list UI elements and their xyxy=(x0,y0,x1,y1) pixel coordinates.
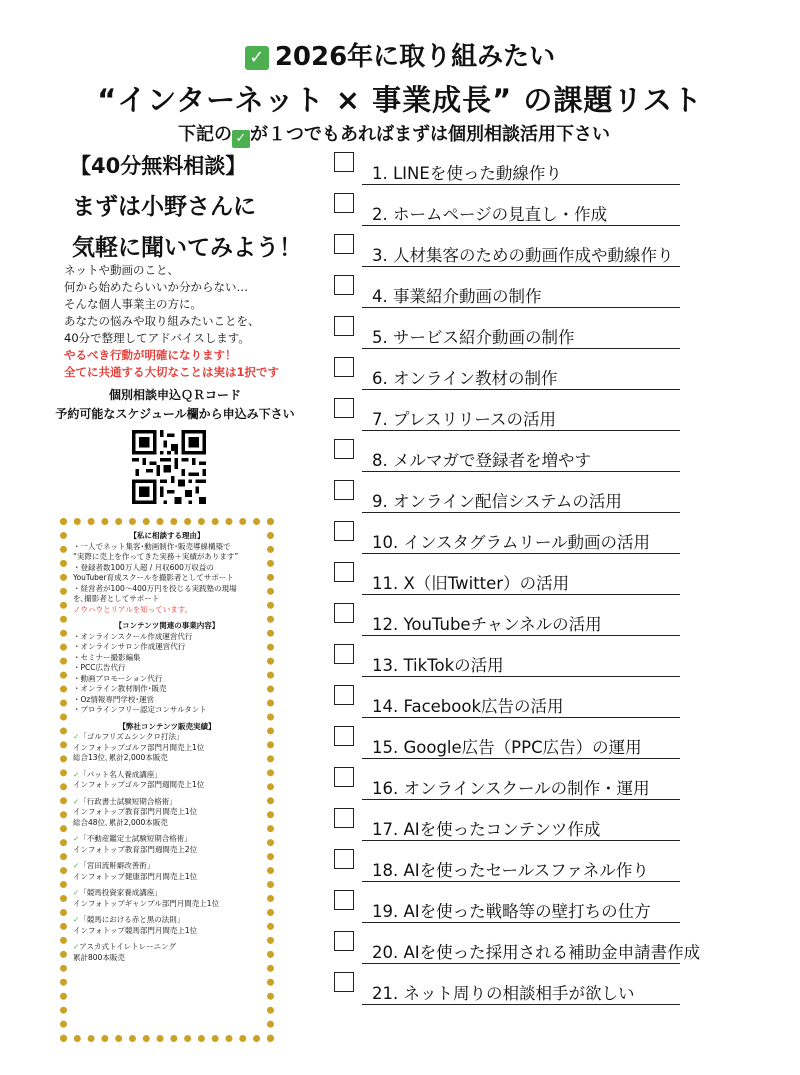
underline-divider xyxy=(362,307,680,308)
checkbox[interactable] xyxy=(334,685,354,705)
checklist-label: 18. AIを使ったセールスファネル作り xyxy=(372,861,649,880)
checklist-item[interactable] xyxy=(332,232,732,273)
intro-line: ネットや動画のこと、 xyxy=(64,263,179,277)
underline-divider xyxy=(362,184,680,185)
sales-title-text: 「競馬投資家養成講座」 xyxy=(79,888,162,897)
sales-title-text: 「不動産鑑定士試験短期合格術」 xyxy=(79,834,192,843)
sales-title xyxy=(73,888,261,899)
checklist-item[interactable] xyxy=(332,355,732,396)
sales-detail: 総合13位､累計2,000本販売 xyxy=(73,753,168,762)
intro-red-line: 全てに共通する大切なことは実は1択です xyxy=(64,365,279,379)
subtitle-pre: 下記の xyxy=(178,124,232,145)
sales-detail: インフォトップゴルフ部門月間売上1位 xyxy=(73,742,205,752)
checklist-label: 15. Google広告（PPC広告）の運用 xyxy=(372,738,642,757)
underline-divider xyxy=(362,717,680,718)
checkbox[interactable] xyxy=(334,439,354,459)
checklist-item[interactable] xyxy=(332,970,732,1011)
checklist-item[interactable] xyxy=(332,273,732,314)
checkbox[interactable] xyxy=(334,480,354,500)
checkbox[interactable] xyxy=(334,193,354,213)
checklist-label: 13. TikTokの活用 xyxy=(372,656,504,675)
promo-line1: 【40分無料相談】 xyxy=(70,154,247,178)
sales-detail: インフォトップ健康部門月間売上1位 xyxy=(73,871,198,881)
page-title-line1 xyxy=(0,36,800,73)
sales-detail: インフォトップ競馬部門月間売上1位 xyxy=(73,925,198,935)
sales-detail: インフォトップ教育部門月間売上1位 xyxy=(73,807,198,816)
checkbox[interactable] xyxy=(334,972,354,992)
business-heading: 【コンテンツ関連の事業内容】 xyxy=(114,621,220,630)
business-line: ・オンライン教材制作･販売 xyxy=(73,684,167,693)
checklist-label: 20. AIを使った採用される補助金申請書作成 xyxy=(372,943,701,962)
checklist-label: 6. オンライン教材の制作 xyxy=(372,369,558,388)
underline-divider xyxy=(362,1004,680,1005)
checkbox[interactable] xyxy=(334,316,354,336)
reason-line: “実際に売上を作ってきた実務＋実績があります” xyxy=(73,552,239,561)
sales-entry xyxy=(73,797,261,829)
checklist-item[interactable] xyxy=(332,765,732,806)
checklist-label: 4. 事業紹介動画の制作 xyxy=(372,287,542,306)
checkbox[interactable] xyxy=(334,398,354,418)
sales-heading: 【弊社コンテンツ販売実績】 xyxy=(118,721,216,731)
checklist-label: 11. X（旧Twitter）の活用 xyxy=(372,574,570,593)
sales-detail: インフォトップギャンブル部門月間売上1位 xyxy=(73,898,220,908)
checklist-item[interactable] xyxy=(332,396,732,437)
business-line: ・プロラインフリー認定コンサルタント xyxy=(73,705,207,714)
promo-heading xyxy=(60,150,320,262)
sales-entry xyxy=(73,888,261,909)
business-line: ・PCC広告代行 xyxy=(73,663,126,672)
green-check-icon: ✓ xyxy=(73,796,80,806)
promo-line2: まずは小野さんに xyxy=(72,194,256,220)
qr-caption xyxy=(40,386,310,424)
green-check-icon: ✓ xyxy=(245,46,269,70)
checkbox[interactable] xyxy=(334,726,354,746)
qr-code-icon[interactable] xyxy=(132,430,206,504)
underline-divider xyxy=(362,389,680,390)
checkbox[interactable] xyxy=(334,234,354,254)
title-text-1: 2026年に取り組みたい xyxy=(274,42,556,72)
underline-divider xyxy=(362,676,680,677)
checklist-item[interactable] xyxy=(332,724,732,765)
checklist-label: 3. 人材集客のための動画作成や動線作り xyxy=(372,246,674,265)
sales-entry xyxy=(73,770,261,791)
checklist-item[interactable] xyxy=(332,642,732,683)
sales-title xyxy=(73,797,261,808)
checklist-label: 17. AIを使ったコンテンツ作成 xyxy=(372,820,601,839)
reason-line: ・登録者数100万人超 / 月収600万収益の xyxy=(73,562,214,572)
business-line: ・オンラインサロン作成運営代行 xyxy=(73,642,186,651)
checklist-item[interactable] xyxy=(332,478,732,519)
underline-divider xyxy=(362,430,680,431)
checklist-label: 8. メルマガで登録者を増やす xyxy=(372,451,591,470)
checklist-item[interactable] xyxy=(332,150,732,191)
underline-divider xyxy=(362,758,680,759)
sales-title-text: 「競馬における赤と黒の法則」 xyxy=(79,915,185,924)
checklist-label: 7. プレスリリースの活用 xyxy=(372,410,557,429)
underline-divider xyxy=(362,512,680,513)
checklist xyxy=(332,150,732,1011)
profile-panel xyxy=(60,518,274,1042)
underline-divider xyxy=(362,635,680,636)
checklist-label: 14. Facebook広告の活用 xyxy=(372,697,564,716)
reason-line: ・経営者が100〜400万円を投じる実践塾の現場 xyxy=(73,583,237,593)
reason-red-line: ノウハウとリアルを知っています。 xyxy=(73,604,193,614)
checkbox[interactable] xyxy=(334,152,354,172)
checkbox[interactable] xyxy=(334,521,354,541)
checklist-label: 9. オンライン配信システムの活用 xyxy=(372,492,622,511)
checklist-item[interactable] xyxy=(332,929,732,970)
checklist-label: 10. インスタグラムリール動画の活用 xyxy=(372,533,650,552)
green-check-icon: ✓ xyxy=(232,130,250,148)
sales-title xyxy=(73,770,261,781)
checkbox[interactable] xyxy=(334,275,354,295)
reason-line: YouTuber育成スクールを撮影者としてサポート xyxy=(73,573,234,582)
sales-title-text: 「パット名人養成講座」 xyxy=(79,769,162,779)
underline-divider xyxy=(362,840,680,841)
checklist-item[interactable] xyxy=(332,314,732,355)
checklist-item[interactable] xyxy=(332,601,732,642)
checklist-label: 2. ホームページの見直し・作成 xyxy=(372,205,608,224)
green-check-icon: ✓ xyxy=(73,732,80,741)
checklist-label: 5. サービス紹介動画の制作 xyxy=(372,328,575,347)
sales-entry xyxy=(73,732,261,764)
checkbox[interactable] xyxy=(334,849,354,869)
checkbox[interactable] xyxy=(334,644,354,664)
checklist-label: 12. YouTubeチャンネルの活用 xyxy=(372,615,602,634)
reason-heading: 【私に相談する理由】 xyxy=(129,531,205,540)
checklist-item[interactable] xyxy=(332,191,732,232)
page-subtitle xyxy=(178,120,610,148)
checkbox[interactable] xyxy=(334,890,354,910)
checkbox[interactable] xyxy=(334,562,354,582)
business-line: ・動画プロモーション代行 xyxy=(73,673,163,683)
reason-line: ・一人でネット集客･動画制作･販売導線構築で xyxy=(73,541,231,551)
underline-divider xyxy=(362,471,680,472)
intro-line: そんな個人事業主の方に。 xyxy=(64,297,202,311)
sales-entry xyxy=(73,942,261,963)
sales-title-text: 「ゴルフリズムシンクロ打法」 xyxy=(79,732,184,741)
checklist-label: 19. AIを使った戦略等の壁打ちの仕方 xyxy=(372,902,651,921)
intro-red-line: やるべき行動が明確になります！ xyxy=(64,348,237,362)
checkbox[interactable] xyxy=(334,931,354,951)
qr-caption-1: 個別相談申込ＱＲコード xyxy=(108,388,241,402)
checklist-item[interactable] xyxy=(332,847,732,888)
sales-title xyxy=(73,834,261,845)
checklist-item[interactable] xyxy=(332,519,732,560)
checkbox[interactable] xyxy=(334,357,354,377)
intro-line: 何から始めたらいいか分からない… xyxy=(64,280,248,294)
checklist-label: 16. オンラインスクールの制作・運用 xyxy=(372,779,650,798)
subtitle-post: が１つでもあればまずは個別相談活用下さい xyxy=(250,124,610,145)
underline-divider xyxy=(362,553,680,554)
underline-divider xyxy=(362,963,680,964)
checklist-item[interactable] xyxy=(332,560,732,601)
business-line: ・セミナー撮影編集 xyxy=(73,652,141,662)
underline-divider xyxy=(362,348,680,349)
promo-line3: 気軽に聞いてみよう！ xyxy=(72,235,302,261)
checklist-label: 1. LINEを使った動線作り xyxy=(372,164,562,183)
sales-title xyxy=(73,942,261,953)
green-check-icon: ✓ xyxy=(73,915,80,924)
intro-line: あなたの悩みや取り組みたいことを、 xyxy=(64,314,260,328)
sales-title-text: 「宮田流鼾癖改善術」 xyxy=(79,861,155,870)
sales-entry xyxy=(73,834,261,855)
checklist-item[interactable] xyxy=(332,683,732,724)
green-check-icon: ✓ xyxy=(73,888,80,897)
sales-detail: 累計800本販売 xyxy=(73,952,125,962)
sales-title xyxy=(73,915,261,926)
business-line: ・オンラインスクール作成運営代行 xyxy=(73,631,193,641)
green-check-icon: ✓ xyxy=(73,942,80,951)
underline-divider xyxy=(362,594,680,595)
sales-title-text: 「行政書士試験短期合格術」 xyxy=(79,796,177,806)
intro-line: 40分で整理してアドバイスします。 xyxy=(64,331,250,345)
underline-divider xyxy=(362,225,680,226)
checkbox[interactable] xyxy=(334,767,354,787)
reason-line: を､撮影者としてサポート xyxy=(73,594,160,603)
sales-detail: 総合48位､累計2,000本販売 xyxy=(73,817,168,827)
underline-divider xyxy=(362,922,680,923)
qr-caption-2: 予約可能なスケジュール欄から申込み下さい xyxy=(55,407,295,421)
checklist-item[interactable] xyxy=(332,437,732,478)
sales-entry xyxy=(73,861,261,882)
sales-title-text: アスカ式トイレトレーニング xyxy=(79,942,176,951)
checklist-label: 21. ネット周りの相談相手が欲しい xyxy=(372,984,635,1003)
green-check-icon: ✓ xyxy=(73,834,80,843)
checkbox[interactable] xyxy=(334,808,354,828)
sales-entry xyxy=(73,915,261,936)
green-check-icon: ✓ xyxy=(73,769,80,779)
sales-detail: インフォトップ教育部門週間売上2位 xyxy=(73,844,198,854)
sales-list xyxy=(73,732,261,963)
sales-detail: インフォトップゴルフ部門週間売上1位 xyxy=(73,780,205,789)
green-check-icon: ✓ xyxy=(73,861,80,870)
sales-title xyxy=(73,861,261,872)
underline-divider xyxy=(362,881,680,882)
page-title-line2: “インターネット × 事業成長” の課題リスト xyxy=(97,83,703,117)
underline-divider xyxy=(362,799,680,800)
checkbox[interactable] xyxy=(334,603,354,623)
sales-title xyxy=(73,732,261,743)
business-line: ・Oz情報専門学校･運営 xyxy=(73,694,155,704)
checklist-item[interactable] xyxy=(332,888,732,929)
underline-divider xyxy=(362,266,680,267)
promo-intro xyxy=(64,262,324,381)
checklist-item[interactable] xyxy=(332,806,732,847)
